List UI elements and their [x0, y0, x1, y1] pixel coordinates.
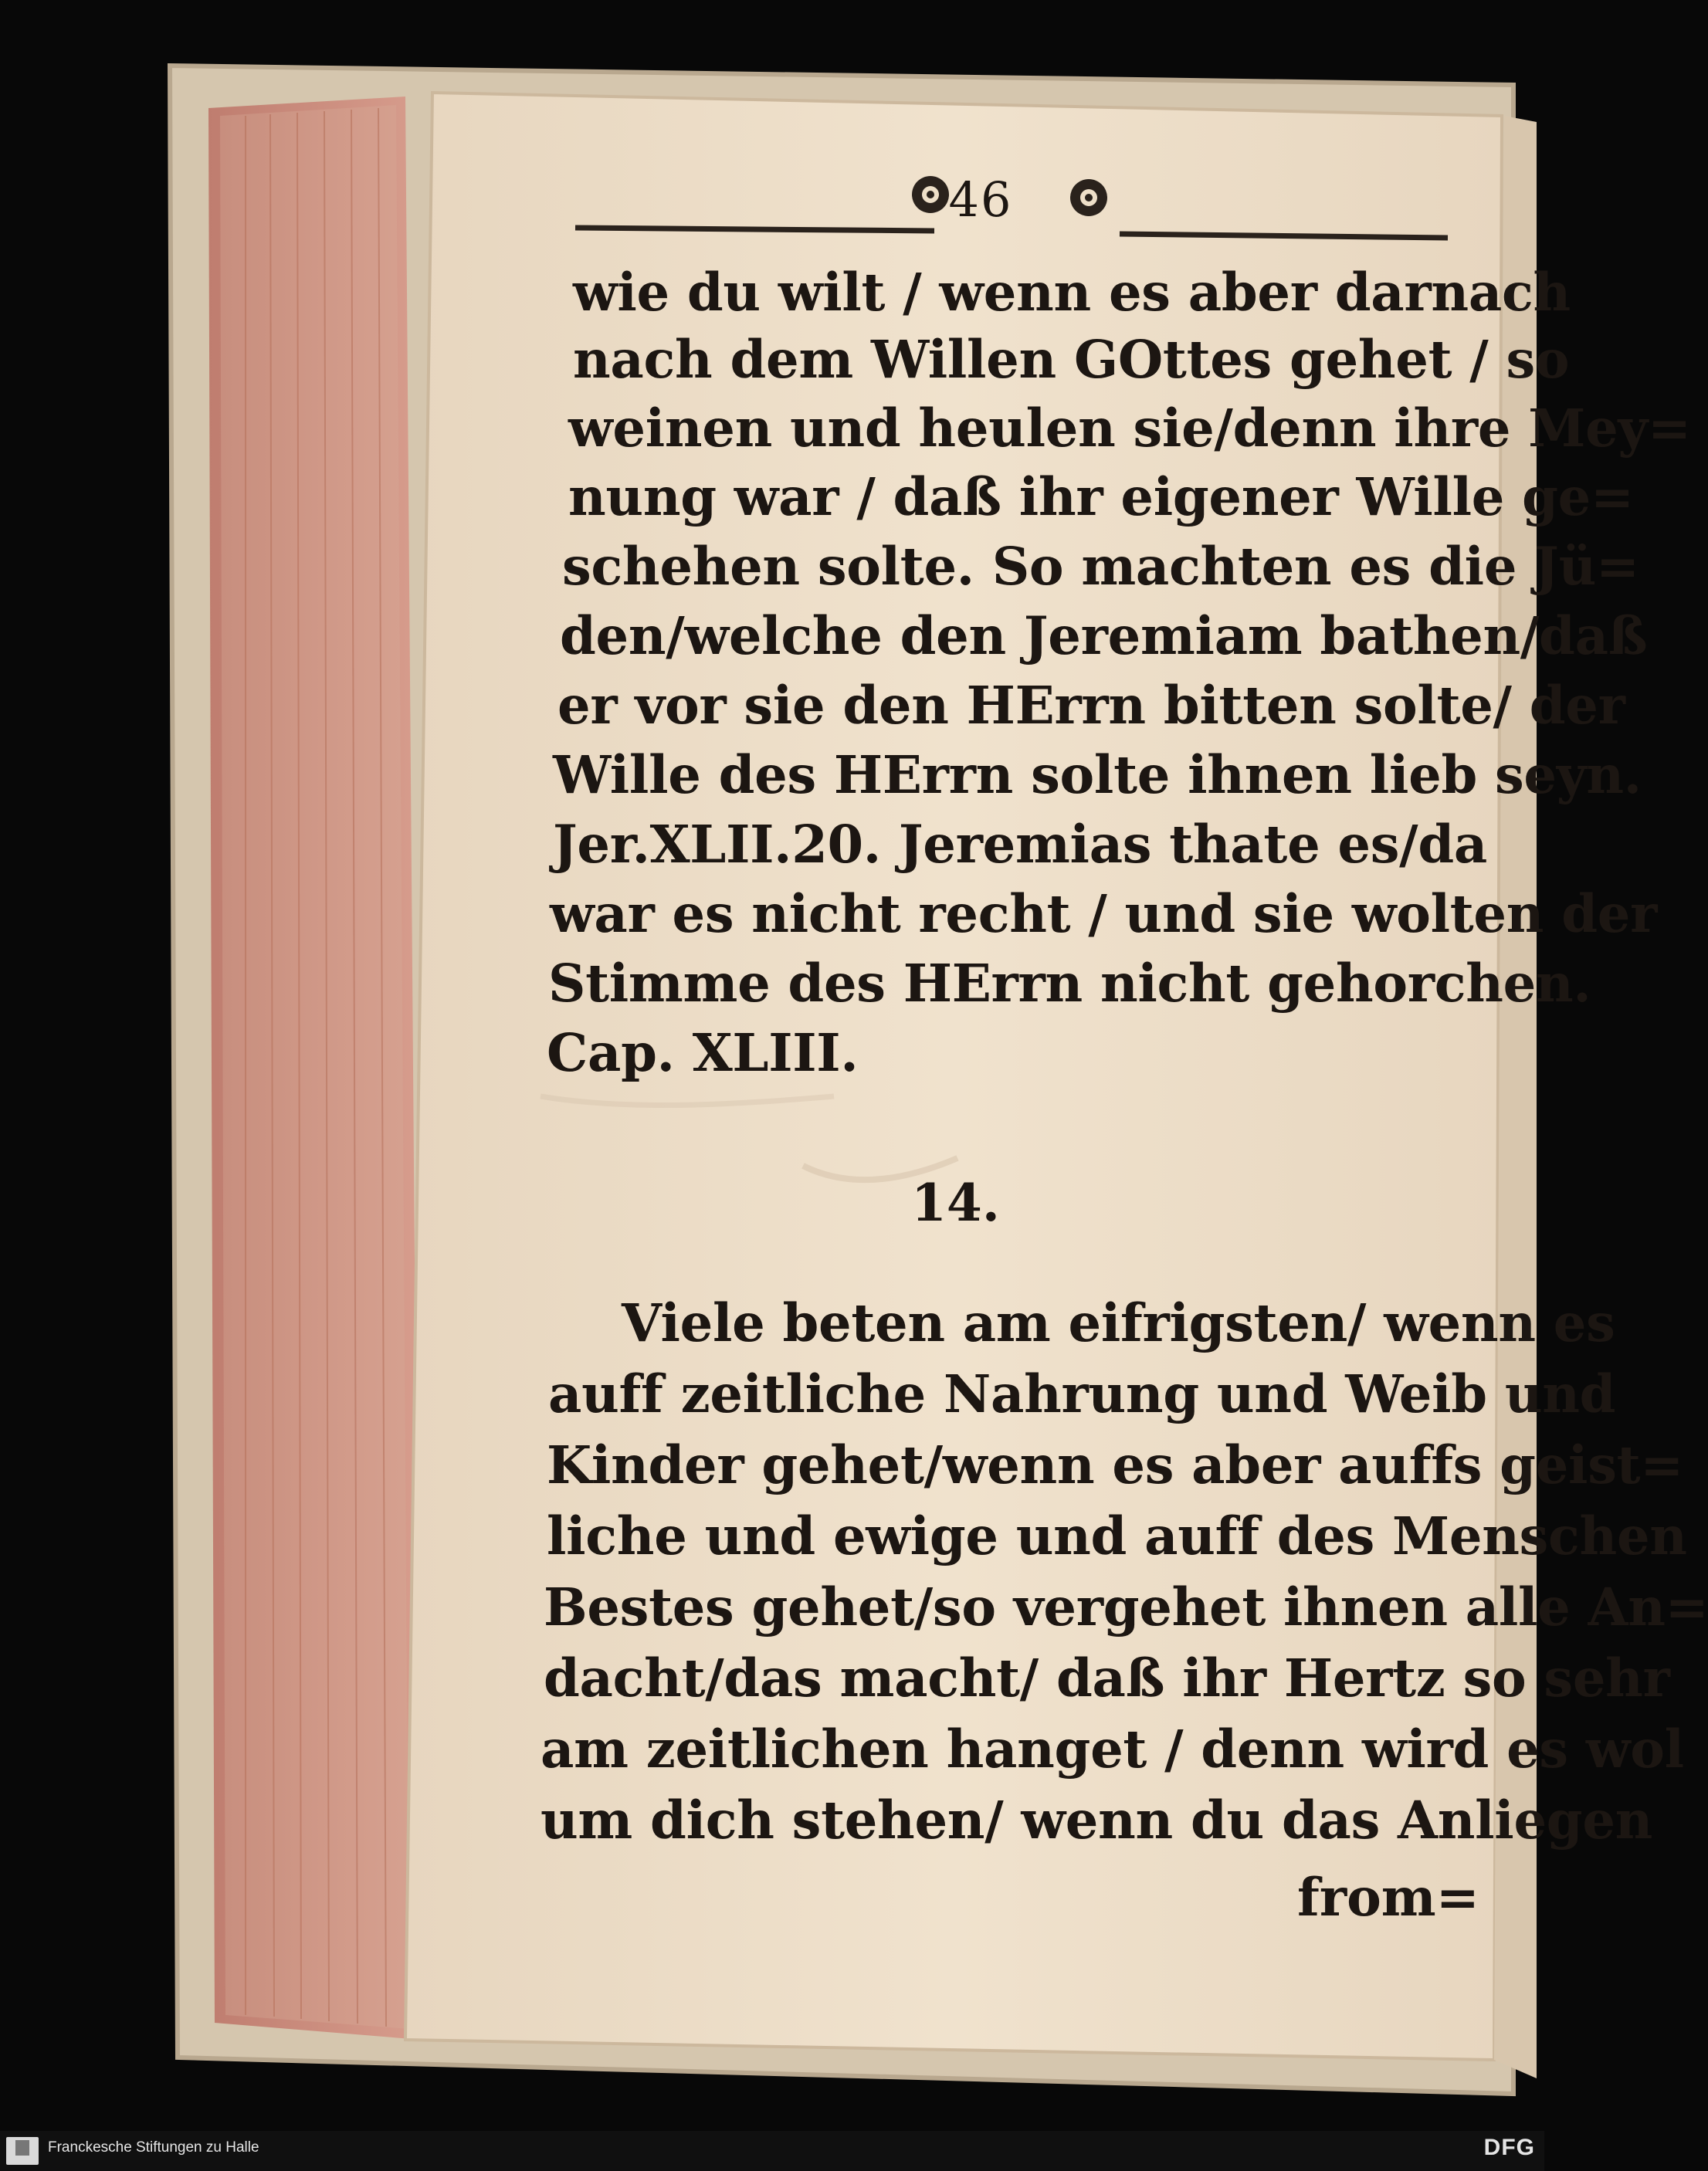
- text-line: den/welche den Jeremiam bathen/daß: [560, 605, 1648, 666]
- text-line: Kinder gehet/wenn es aber auffs geist=: [547, 1434, 1684, 1495]
- institution-logo: [6, 2137, 39, 2165]
- text-line: Bestes gehet/so vergehet ihnen alle An=: [544, 1577, 1708, 1638]
- text-line: war es nicht recht / und sie wolten der: [550, 883, 1658, 944]
- building-icon: [15, 2140, 29, 2156]
- text-line: liche und ewige und auff des Menschen: [547, 1505, 1687, 1566]
- text-line: auff zeitliche Nahrung und Weib und: [548, 1363, 1616, 1424]
- text-line: um dich stehen/ wenn du das Anliegen: [541, 1790, 1653, 1851]
- dfg-logo: DFG: [1483, 2135, 1535, 2160]
- text-line: nung war / daß ihr eigener Wille ge=: [568, 466, 1634, 527]
- text-line: Wille des HErrn solte ihnen lieb seyn.: [553, 744, 1642, 805]
- page-number: 46: [948, 171, 1013, 228]
- catchword: from=: [1297, 1867, 1479, 1928]
- text-line: Stimme des HErrn nicht gehorchen.: [548, 953, 1591, 1014]
- text-line: weinen und heulen sie/denn ihre Mey=: [568, 398, 1691, 459]
- text-line: am zeitlichen hanget / denn wird es wol: [541, 1719, 1684, 1780]
- text-line: er vor sie den HErrn bitten solte/ der: [557, 675, 1625, 736]
- text-line: Viele beten am eifrigsten/ wenn es: [622, 1292, 1615, 1353]
- section-number: 14.: [911, 1173, 1000, 1233]
- scan-footer: [0, 2131, 1544, 2171]
- text-line: dacht/das macht/ daß ihr Hertz so sehr: [544, 1648, 1670, 1709]
- text-line: Cap. XLIII.: [547, 1022, 859, 1083]
- text-line: wie du wilt / wenn es aber darnach: [573, 262, 1571, 323]
- text-line: Jer.XLII.20. Jeremias thate es/da: [553, 814, 1488, 875]
- text-line: nach dem Willen GOttes gehet / so: [573, 329, 1570, 390]
- institution-name: Franckesche Stiftungen zu Halle: [48, 2139, 259, 2156]
- text-line: schehen solte. So machten es die Jü=: [562, 536, 1639, 597]
